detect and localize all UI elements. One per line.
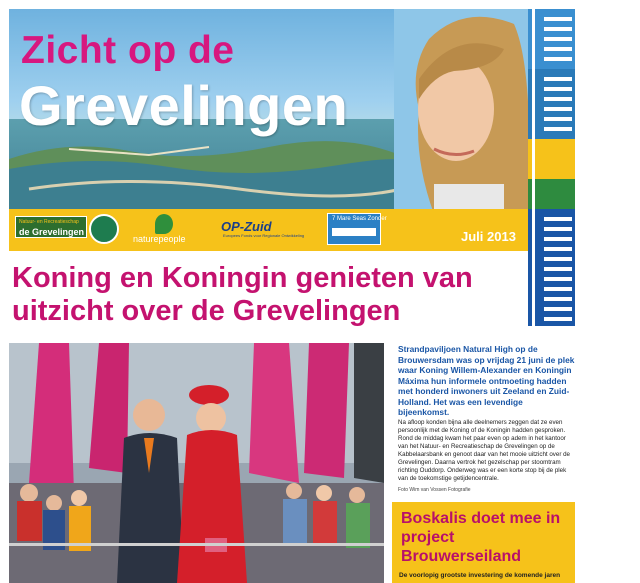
stripe-graphic [528, 9, 575, 326]
grevelingen-emblem-icon [89, 214, 119, 244]
article-body: Na afloop konden bijna alle deelnemers zeggen dat ze even persoonlijk met de Koning of de Koningin hadden gesproken. Rond de middag kwam het paar even op adem in het kantoor van het Natuur- en Recreatieschap de Grevelingen op de Kabbelaarsbank en genoot daar van het mooie uitzicht over de Grevelingen. Daarna vertrok het gezelschap per stoomtram richting Ouddorp. Onderweg was er een korte stop bij de plek van de toekomstige getijdencentrale. [398, 419, 570, 482]
opzuid-sublabel: Europees Fonds voor Regionale Ontwikkeling [223, 233, 305, 238]
opzuid-logo [221, 219, 305, 239]
sidebox-subtitle: De voorlopig grootste investering de komende jaren [399, 572, 561, 579]
sidebox-title: Boskalis doet mee in project Brouwerseiland [401, 510, 561, 565]
article-intro: Strandpaviljoen Natural High op de Brouwersdam was op vrijdag 21 juni de plek waar Koning Willem-Alexander en Koningin Máxima hun informele ontmoeting hadden met honderd inwoners uit Zeeland en Zuid-Holland. Het was een levendige bijeenkomst. [398, 344, 575, 417]
girl-photo [394, 9, 528, 214]
decorative-stripe [528, 9, 575, 326]
naturepeople-logo [133, 214, 205, 244]
seven-seas-bar [332, 228, 376, 236]
grevelingen-logo [15, 212, 121, 242]
grevelingen-logo-small-text: Natuur- en Recreatieschap [19, 219, 79, 225]
issue-date: Juli 2013 [461, 229, 516, 244]
seven-seas-label: 7 Mare Seas Zonder [332, 216, 387, 222]
opzuid-label: OP-Zuid [221, 219, 272, 234]
masthead-title-line1: Zicht op de [21, 29, 235, 72]
royal-couple-photo [9, 343, 384, 583]
article-headline: Koning en Koningin genieten van uitzicht over de Grevelingen [12, 262, 473, 327]
masthead [9, 9, 528, 251]
naturepeople-label: naturepeople [133, 234, 186, 244]
grevelingen-logo-name: de Grevelingen [19, 227, 85, 237]
seven-seas-logo [327, 213, 387, 245]
photo-credit: Foto Wim van Vossen Fotografie [398, 487, 471, 493]
leaf-icon [155, 214, 173, 234]
masthead-title-line2: Grevelingen [19, 74, 349, 137]
